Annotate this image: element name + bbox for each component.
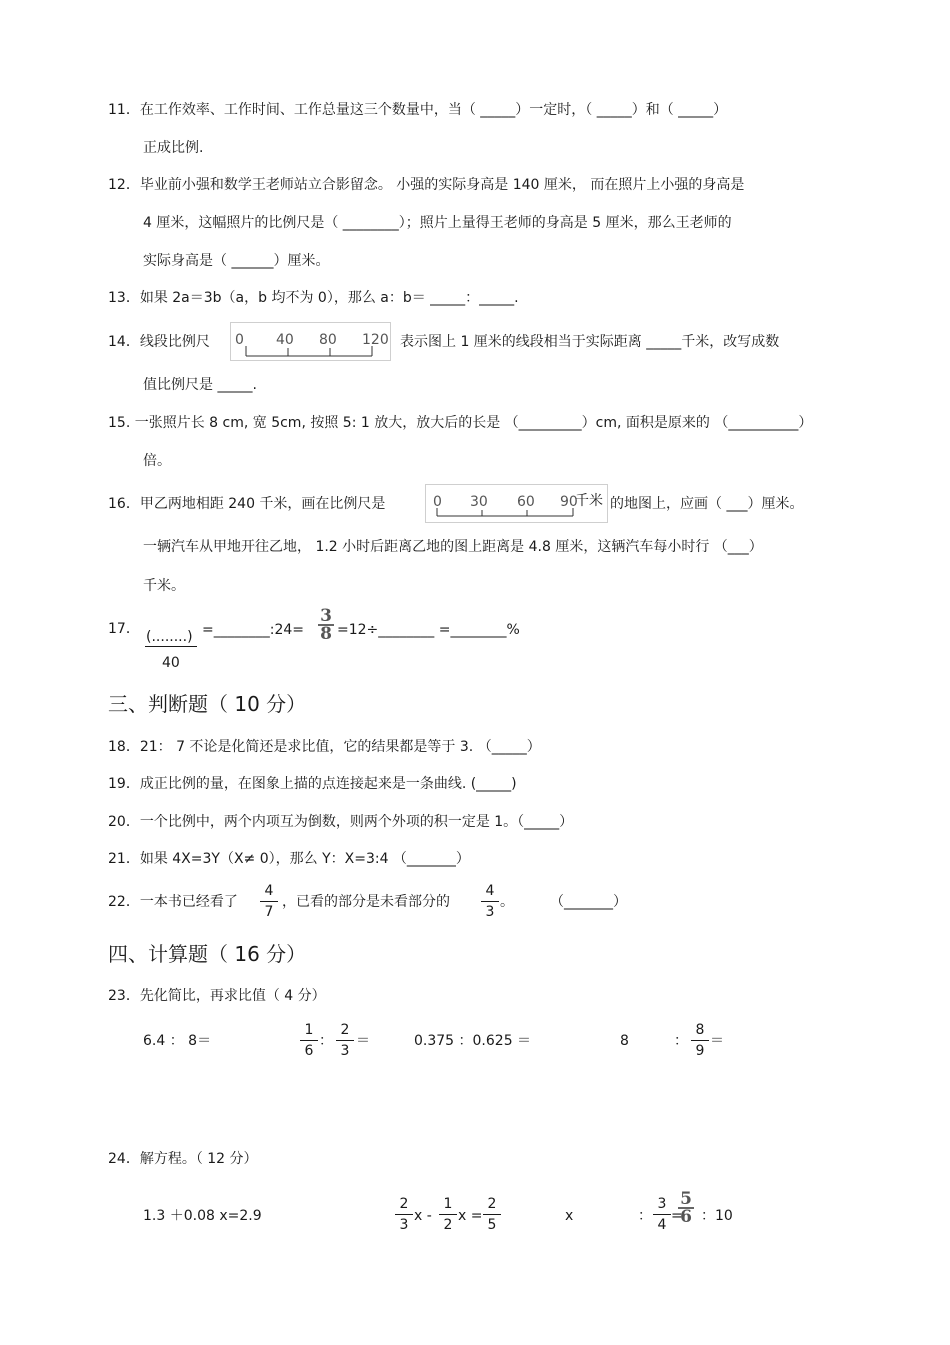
q24-title: 24．解方程。（ 12 分）: [108, 1151, 258, 1167]
q17-bold-den: 8: [320, 624, 332, 644]
q23-expr-4-left: 8: [620, 1033, 629, 1049]
q22-f1-num: 4: [264, 883, 274, 899]
q16-line2: 一辆汽车从甲地开往乙地， 1.2 小时后距离乙地的图上距离是 4.8 厘米，这辆汽车每小时行 （___）: [143, 539, 763, 555]
q24-eq-1: 1.3 ＋0.08 x=2.9: [143, 1208, 262, 1224]
q23-expr-3: 0.375 ：0.625 ＝: [414, 1033, 532, 1049]
q17-frac-den: 40: [162, 655, 180, 671]
q22-fraction-1: [258, 882, 280, 921]
q16-prefix: 16．甲乙两地相距 240 千米，画在比例尺是: [108, 496, 386, 512]
q17-bold-num: 3: [320, 606, 332, 626]
q24-eq-3-sep: ：: [638, 1208, 652, 1224]
q24-eq-2-frac-b: 1 2: [437, 1195, 459, 1234]
q12-line2: 4 厘米，这幅照片的比例尺是（ ________）；照片上量得王老师的身高是 5 厘米，那么王老师的: [143, 215, 732, 231]
q17-tail: =12÷________ =________%: [337, 622, 520, 638]
q18-text: 18．21： 7 不论是化简还是求比值，它的结果都是等于 3. （_____）: [108, 739, 541, 755]
q22-middle: ，已看的部分是未看部分的: [282, 894, 450, 910]
q22-tail: 。: [500, 894, 514, 910]
q17-frac-num: (........): [146, 629, 193, 645]
q16-scale-label-3: 90: [560, 494, 578, 510]
q22-fraction-2: [479, 882, 501, 921]
q16-line3: 千米。: [143, 578, 185, 594]
q22-blank: （_______）: [550, 894, 627, 910]
q23-title: 23．先化简比，再求比值（ 4 分）: [108, 988, 326, 1004]
q15-line1: 15. 一张照片长 8 cm, 宽 5cm, 按照 5: 1 放大，放大后的长是 （_________）cm, 面积是原来的 （__________）: [108, 415, 813, 431]
q14-scale-label-0: 0: [235, 332, 244, 348]
q22-f2-den: 3: [485, 904, 495, 920]
q23-expr-2-frac-b: 2 3: [334, 1021, 356, 1060]
q14-scale-label-2: 80: [319, 332, 337, 348]
q24-eq-2-x2: x =: [458, 1208, 483, 1224]
q17-frac-bar: [145, 646, 197, 647]
q11-line2: 正成比例.: [143, 140, 204, 156]
q16-suffix: 的地图上，应画（ ___）厘米。: [610, 496, 804, 512]
q16-scale-label-0: 0: [433, 494, 442, 510]
q24-eq-2-frac-c: 2 5: [481, 1195, 503, 1234]
q14-suffix: 表示图上 1 厘米的线段相当于实际距离 _____千米，改写成数: [400, 334, 780, 350]
q17-mid: =________:24=: [202, 622, 304, 638]
q21-text: 21．如果 4X=3Y（X≠ 0），那么 Y：X=3:4 （_______）: [108, 851, 470, 867]
q20-text: 20．一个比例中，两个内项互为倒数，则两个外项的积一定是 1。（_____）: [108, 814, 574, 830]
q22-f1-den: 7: [264, 904, 274, 920]
q23-expr-4-eq: ＝: [710, 1033, 724, 1049]
q14-prefix: 14．线段比例尺: [108, 334, 210, 350]
q22-prefix: 22．一本书已经看了: [108, 894, 238, 910]
q24-eq-2-x1: x -: [414, 1208, 432, 1224]
q17-number: 17．: [108, 621, 140, 637]
q16-scale-bar: [425, 484, 609, 524]
q12-line3: 实际身高是（ ______）厘米。: [143, 253, 330, 269]
section-4-title: 四、计算题（ 16 分）: [108, 942, 307, 966]
q23-expr-1: 6.4 ： 8＝: [143, 1033, 212, 1049]
q23-expr-4-frac: 8 9: [689, 1021, 711, 1060]
q16-scale-label-2: 60: [517, 494, 535, 510]
q13-line1: 13．如果 2a＝3b（a，b 均不为 0），那么 a：b＝ _____：_____.: [108, 290, 519, 306]
q24-eq-2-frac-a: 2 3: [393, 1195, 415, 1234]
q14-line2: 值比例尺是 _____.: [143, 377, 257, 393]
q16-scale-unit: 千米: [575, 493, 603, 509]
q23-expr-2-eq: ＝: [356, 1033, 370, 1049]
q23-expr-2-sep: ：: [319, 1033, 333, 1049]
q14-scale-bar: [230, 322, 392, 362]
q24-eq-3-bold-frac: 5 6: [676, 1191, 696, 1225]
q24-eq-3-frac: 3 4: [651, 1195, 673, 1234]
q14-scale-label-1: 40: [276, 332, 294, 348]
q22-f2-num: 4: [485, 883, 495, 899]
q17-bold-fraction: [316, 608, 336, 642]
q23-expr-2-frac-a: 1 6: [298, 1021, 320, 1060]
q15-line2: 倍。: [143, 453, 171, 469]
q24-eq-3-x: x: [565, 1208, 574, 1224]
q24-eq-3-tail: ：10: [701, 1208, 733, 1224]
q16-scale-label-1: 30: [470, 494, 488, 510]
q19-text: 19．成正比例的量，在图象上描的点连接起来是一条曲线. (_____): [108, 776, 517, 792]
q23-expr-4-sep: ：: [674, 1033, 688, 1049]
q11-line1: 11．在工作效率、工作时间、工作总量这三个数量中，当（ _____）一定时，（ _____）和（ _____）: [108, 102, 728, 118]
q24-eq-3-eq: =: [671, 1208, 683, 1224]
section-3-title: 三、判断题（ 10 分）: [108, 692, 307, 716]
q14-scale-label-3: 120: [362, 332, 389, 348]
q12-line1: 12．毕业前小强和数学王老师站立合影留念。 小强的实际身高是 140 厘米， 而在照片上小强的身高是: [108, 177, 745, 193]
